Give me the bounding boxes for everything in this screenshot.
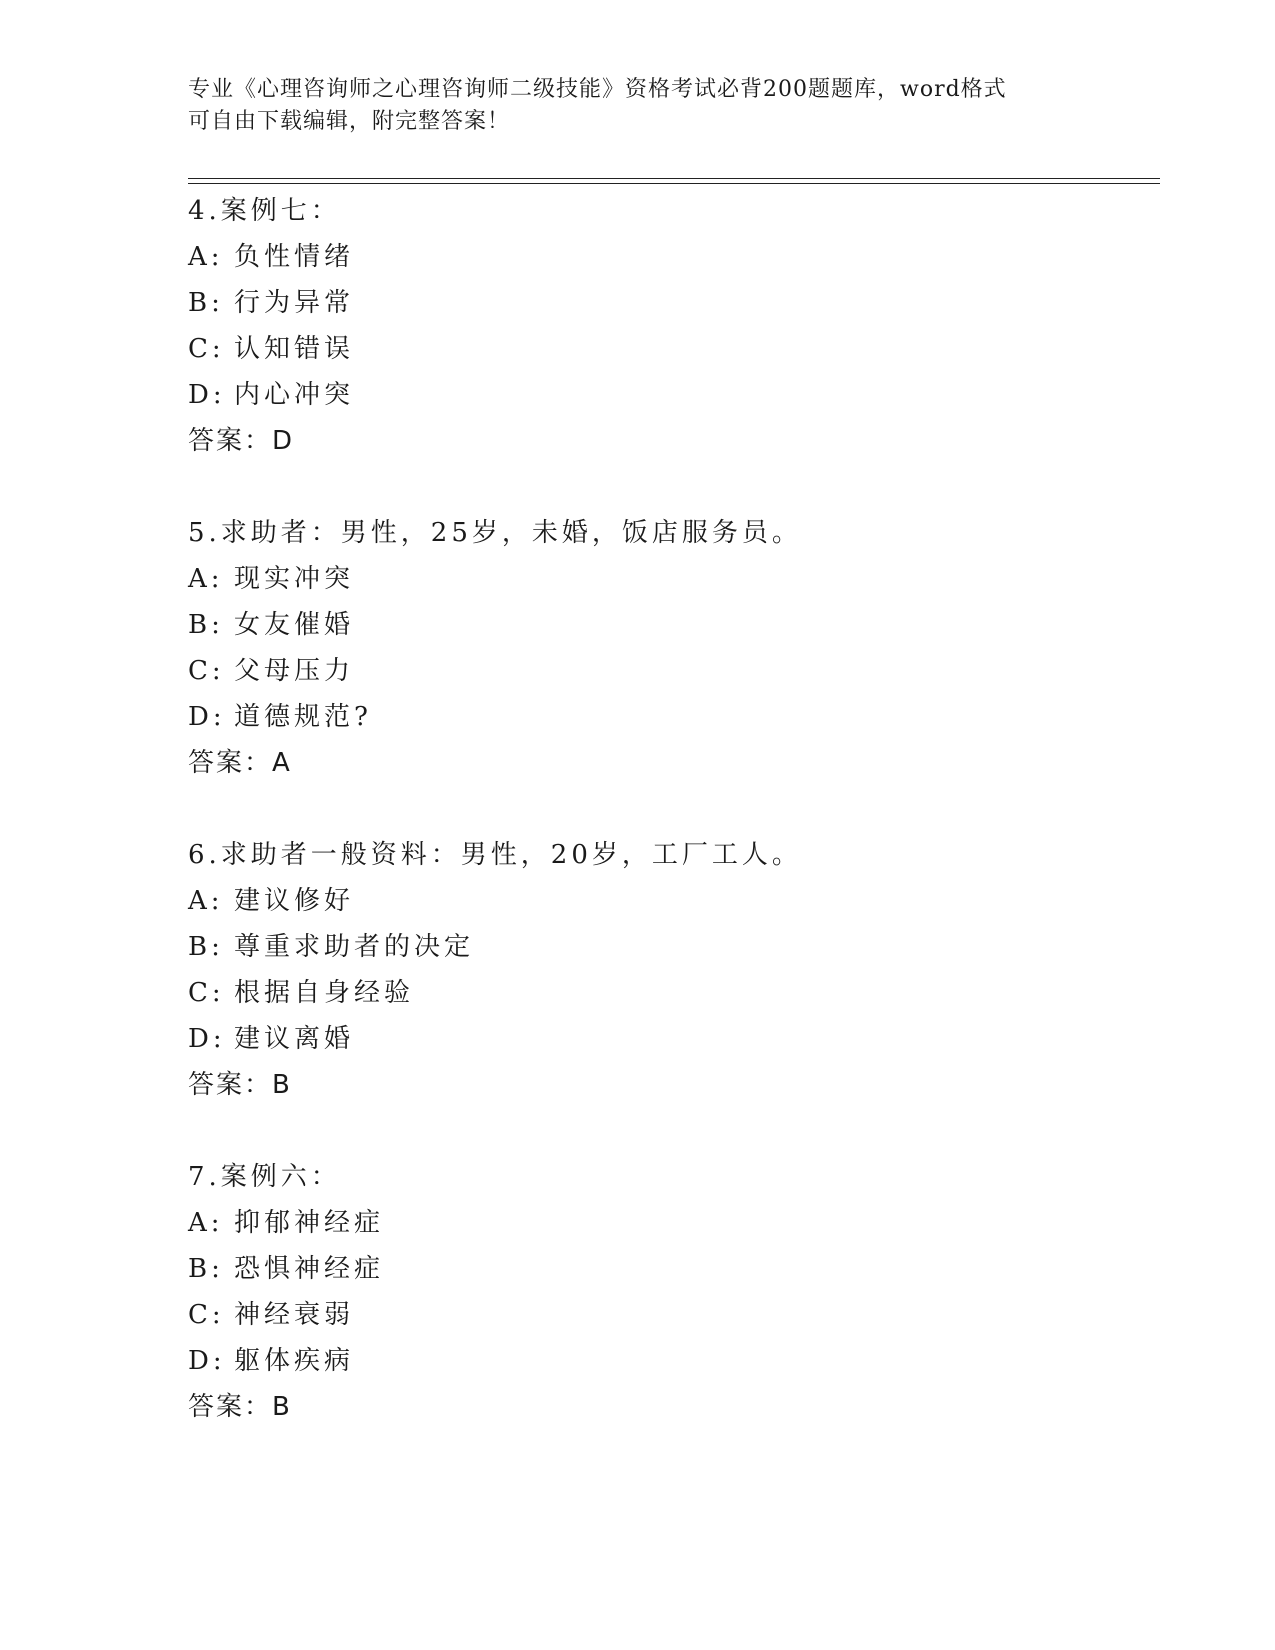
option-text: 尊重求助者的决定	[234, 932, 475, 962]
option-c	[188, 648, 1138, 694]
option-letter: A:	[188, 886, 224, 916]
option-letter: A:	[188, 564, 224, 594]
question-stem: 7.案例六：	[188, 1162, 341, 1192]
option-text: 建议离婚	[234, 1024, 355, 1054]
option-text: 神经衰弱	[234, 1300, 355, 1330]
option-letter: D:	[188, 702, 226, 732]
option-b	[188, 280, 1138, 326]
option-text: 现实冲突	[234, 564, 355, 594]
answer-label: 答案：	[188, 1392, 273, 1422]
option-text: 父母压力	[234, 656, 355, 686]
option-text: 女友催婚	[234, 610, 355, 640]
answer-line	[188, 1384, 1138, 1430]
question-list	[188, 188, 1138, 1476]
answer-label: 答案：	[188, 426, 273, 456]
option-text: 躯体疾病	[234, 1346, 355, 1376]
question-item	[188, 832, 1138, 1108]
header-divider-bottom	[188, 183, 1160, 184]
question-item	[188, 1154, 1138, 1430]
option-letter: C:	[188, 334, 225, 364]
answer-label: 答案：	[188, 1070, 273, 1100]
header-line-1: 专业《心理咨询师之心理咨询师二级技能》资格考试必背200题题库，word格式	[188, 77, 1007, 102]
option-d	[188, 1338, 1138, 1384]
option-text: 负性情绪	[234, 242, 355, 272]
option-text: 认知错误	[234, 334, 355, 364]
question-item	[188, 188, 1138, 464]
option-d	[188, 1016, 1138, 1062]
option-letter: B:	[188, 932, 224, 962]
option-letter: D:	[188, 380, 226, 410]
option-b	[188, 924, 1138, 970]
option-letter: D:	[188, 1024, 226, 1054]
option-b	[188, 1246, 1138, 1292]
option-b	[188, 602, 1138, 648]
question-stem: 6.求助者一般资料：男性，20岁，工厂工人。	[188, 840, 802, 870]
header-line-2: 可自由下载编辑，附完整答案！	[188, 109, 511, 134]
answer-line	[188, 1062, 1138, 1108]
option-c	[188, 1292, 1138, 1338]
question-item	[188, 510, 1138, 786]
option-a	[188, 556, 1138, 602]
option-c	[188, 970, 1138, 1016]
option-letter: A:	[188, 242, 224, 272]
answer-label: 答案：	[188, 748, 273, 778]
option-text: 道德规范?	[234, 702, 372, 732]
option-letter: C:	[188, 1300, 225, 1330]
option-text: 行为异常	[234, 288, 355, 318]
option-text: 恐惧神经症	[234, 1254, 385, 1284]
answer-line	[188, 418, 1138, 464]
answer-value: A	[272, 748, 291, 778]
option-a	[188, 878, 1138, 924]
option-letter: B:	[188, 610, 224, 640]
question-stem: 5.求助者：男性，25岁，未婚，饭店服务员。	[188, 518, 802, 548]
option-a	[188, 234, 1138, 280]
option-d	[188, 372, 1138, 418]
answer-line	[188, 740, 1138, 786]
answer-value: B	[272, 1070, 291, 1100]
answer-value: D	[272, 426, 294, 456]
option-text: 建议修好	[234, 886, 355, 916]
option-text: 根据自身经验	[234, 978, 415, 1008]
option-letter: B:	[188, 1254, 224, 1284]
option-c	[188, 326, 1138, 372]
document-header	[188, 74, 1088, 138]
option-text: 内心冲突	[234, 380, 355, 410]
option-text: 抑郁神经症	[234, 1208, 385, 1238]
option-letter: C:	[188, 656, 225, 686]
option-letter: A:	[188, 1208, 224, 1238]
question-stem: 4.案例七：	[188, 196, 341, 226]
option-d	[188, 694, 1138, 740]
option-letter: B:	[188, 288, 224, 318]
option-letter: C:	[188, 978, 225, 1008]
option-letter: D:	[188, 1346, 226, 1376]
header-divider-top	[188, 178, 1160, 179]
answer-value: B	[272, 1392, 291, 1422]
option-a	[188, 1200, 1138, 1246]
